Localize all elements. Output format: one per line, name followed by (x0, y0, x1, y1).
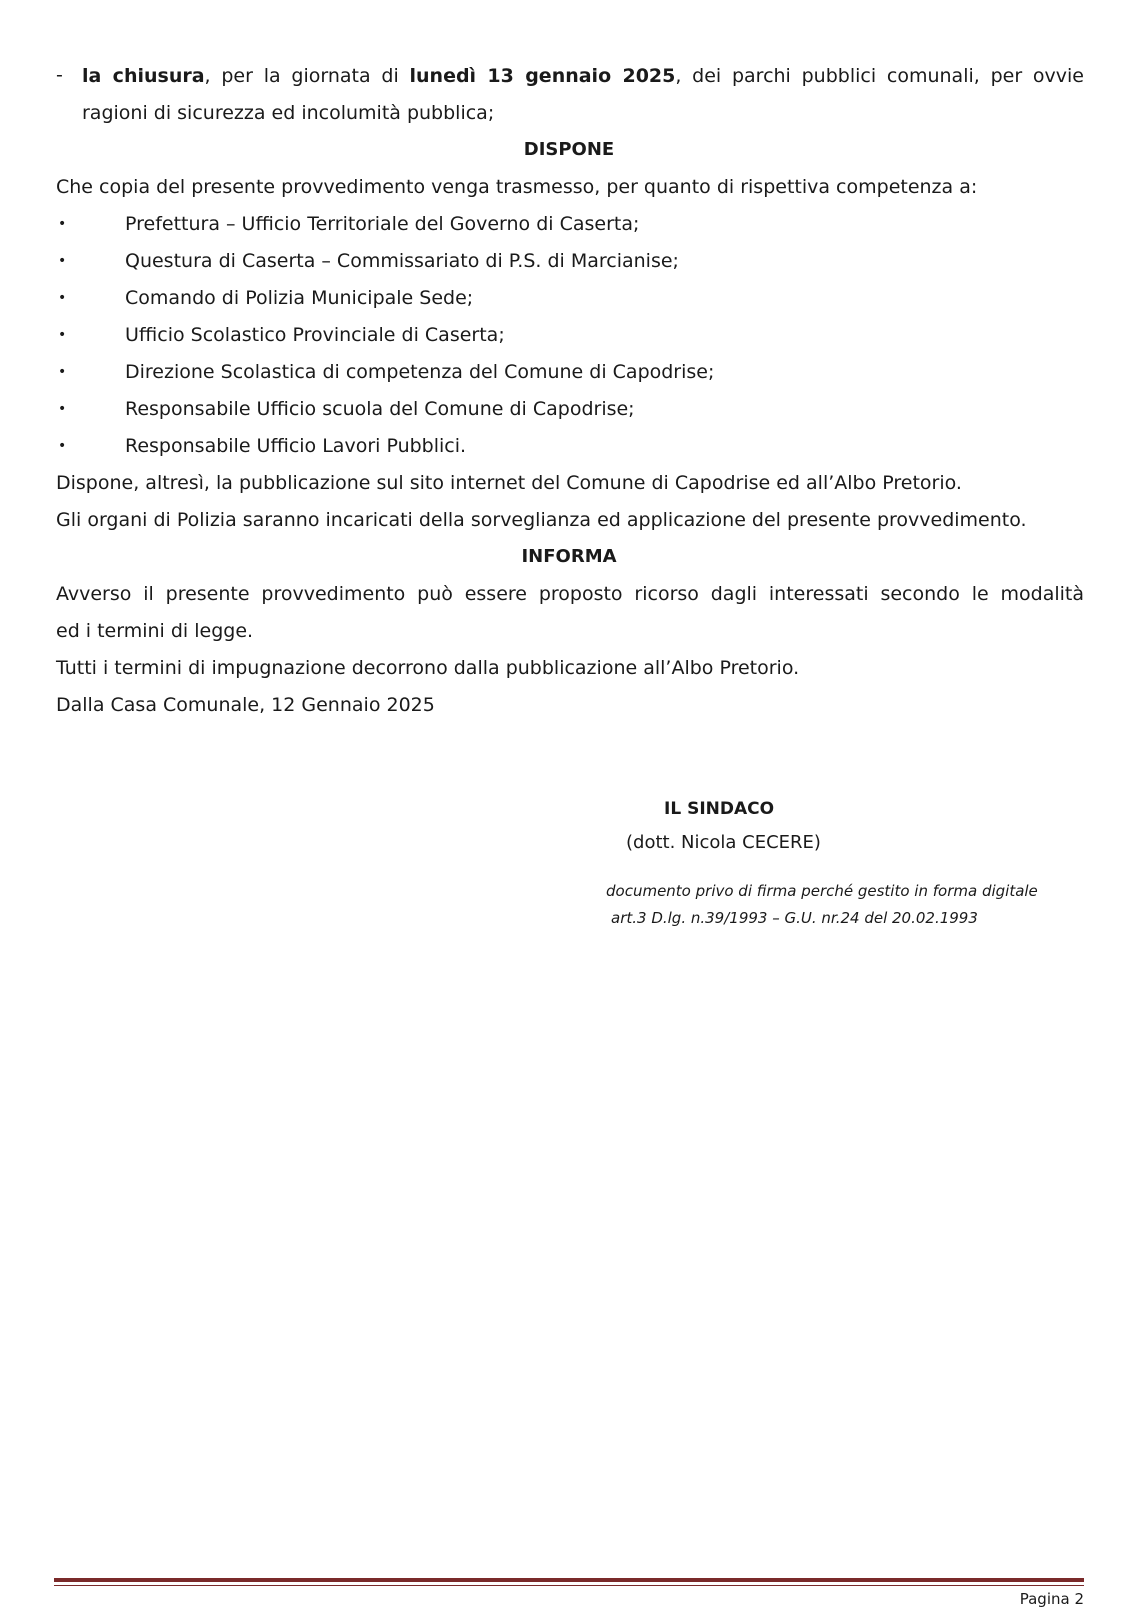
closure-bold-term: la chiusura (82, 65, 205, 87)
list-item: Responsabile Ufficio Lavori Pubblici. (125, 435, 467, 457)
signatory-title: IL SINDACO (664, 799, 775, 819)
police-paragraph: Gli organi di Polizia saranno incaricati della sorveglianza ed applicazione del presente provvedimento. (56, 509, 1027, 531)
place-date: Dalla Casa Comunale, 12 Gennaio 2025 (56, 694, 435, 716)
list-item: Prefettura – Ufficio Territoriale del Governo di Caserta; (125, 213, 640, 235)
informa-heading: INFORMA (521, 546, 617, 567)
bullet-symbol: • (58, 438, 67, 454)
dispone-heading: DISPONE (523, 139, 615, 160)
informa-paragraph-line2: ed i termini di legge. (56, 620, 254, 642)
terms-paragraph: Tutti i termini di impugnazione decorrono dalla pubblicazione all’Albo Pretorio. (56, 657, 800, 679)
list-item: Direzione Scolastica di competenza del Comune di Capodrise; (125, 361, 715, 383)
bullet-symbol: • (58, 327, 67, 343)
list-dash: - (56, 64, 63, 86)
bullet-symbol: • (58, 253, 67, 269)
closure-date: lunedì 13 gennaio 2025 (409, 65, 676, 87)
list-item: Responsabile Ufficio scuola del Comune di Capodrise; (125, 398, 635, 420)
closure-text2: , dei parchi pubblici comunali, per ovvie (675, 65, 1084, 87)
closure-text1: , per la giornata di (204, 65, 410, 87)
closure-paragraph-line1 (82, 64, 1084, 88)
signatory-name: (dott. Nicola CECERE) (626, 832, 821, 853)
dispone-intro: Che copia del presente provvedimento venga trasmesso, per quanto di rispettiva competenza a: (56, 176, 978, 198)
list-item: Questura di Caserta – Commissariato di P.S. di Marcianise; (125, 250, 679, 272)
publication-paragraph: Dispone, altresì, la pubblicazione sul sito internet del Comune di Capodrise ed all’Albo Pretorio. (56, 472, 962, 494)
page-number: Pagina 2 (1019, 1590, 1084, 1608)
footer-rule-thick (54, 1578, 1084, 1582)
informa-paragraph-line1: Avverso il presente provvedimento può essere proposto ricorso dagli interessati secondo le modalità (56, 583, 1084, 605)
bullet-symbol: • (58, 290, 67, 306)
list-item: Comando di Polizia Municipale Sede; (125, 287, 474, 309)
signature-note-1: documento privo di firma perché gestito in forma digitale (606, 882, 1038, 900)
closure-paragraph-line2: ragioni di sicurezza ed incolumità pubblica; (82, 102, 495, 124)
bullet-symbol: • (58, 401, 67, 417)
list-item: Ufficio Scolastico Provinciale di Caserta; (125, 324, 505, 346)
bullet-symbol: • (58, 216, 67, 232)
footer-rule-thin (54, 1585, 1084, 1586)
signature-note-2: art.3 D.lg. n.39/1993 – G.U. nr.24 del 20.02.1993 (611, 909, 978, 927)
bullet-symbol: • (58, 364, 67, 380)
